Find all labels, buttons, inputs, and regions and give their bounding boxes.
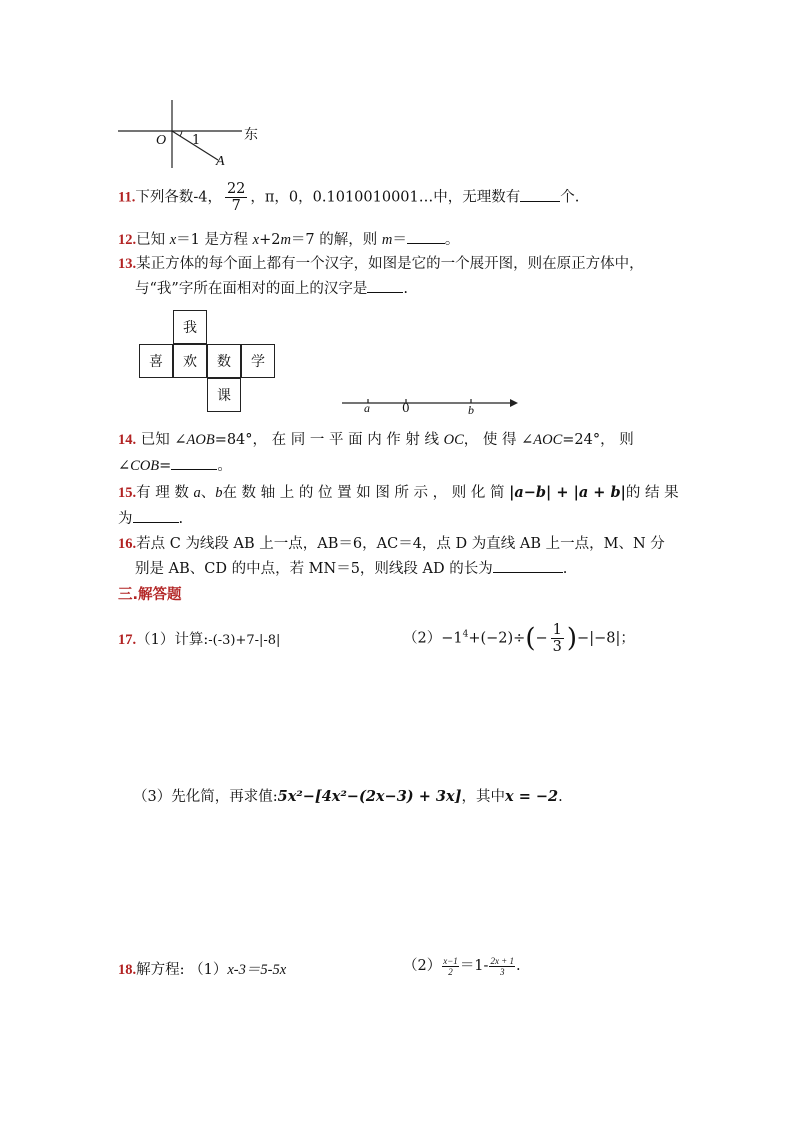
- section-title: 三.解答题: [118, 587, 182, 603]
- q14-text-c: ， 使 得 ∠: [463, 432, 534, 448]
- figure-label-a: A: [216, 154, 225, 169]
- fraction-22-7: [225, 181, 247, 214]
- figure-label-o: O: [156, 133, 167, 148]
- frac-denominator: 3: [499, 966, 505, 977]
- q17-p2-exponent: 4: [462, 629, 469, 640]
- q14-eq: =: [159, 458, 172, 474]
- answer-blank[interactable]: [520, 187, 560, 202]
- q16-line2: 别是 AB、CD 的中点，若 MN＝5，则线段 AD 的长为: [135, 561, 493, 577]
- answer-blank[interactable]: [407, 229, 445, 244]
- q13-end: .: [403, 281, 408, 297]
- q18-p2-label: （2）: [403, 958, 442, 974]
- q17-p1-label: （1）计算:: [136, 632, 209, 648]
- q13-line1: 某正方体的每个面上都有一个汉字，如图是它的一个展开图，则在原正方体中，: [136, 256, 644, 272]
- q14-text-d: =24°， 则: [562, 432, 634, 448]
- q17-p3-text: ，其中: [461, 789, 505, 805]
- ray-oc: OC: [443, 432, 464, 448]
- q11-text-c: 个.: [560, 189, 580, 206]
- q12-text-b: ＝1 是方程: [176, 232, 253, 248]
- q15-wei: 为: [118, 511, 133, 527]
- var-x: x: [252, 232, 260, 248]
- fraction-2x-plus-1-over-3: [489, 956, 515, 977]
- question-number: 17.: [118, 632, 137, 648]
- q18-p1-equation: x-3＝5-5x: [227, 962, 287, 978]
- q18-eq: ＝1-: [459, 958, 489, 974]
- frac-denominator: 7: [231, 198, 241, 214]
- frac-denominator: 2: [448, 966, 453, 977]
- var-m: m: [381, 232, 393, 248]
- q17-p3-condition: x = −2: [505, 788, 559, 805]
- q13-line2: 与“我”字所在面相对的面上的汉字是: [135, 281, 368, 297]
- angle-aob: AOB: [186, 432, 215, 448]
- question-17-part2: $(2)-1^4+(-2)\div(-$ $\frac{1}{3}$ )−|−8|；: [403, 622, 635, 655]
- q14-end: 。: [217, 458, 232, 474]
- q15-text-c: 在 数 轴 上 的 位 置 如 图 所 示 ， 则 化 简: [222, 485, 510, 501]
- fraction-1-3: [551, 622, 564, 655]
- q12-text-f: 。: [444, 232, 460, 248]
- q18-p1-label: （1）: [189, 962, 228, 978]
- frac-numerator: 22: [226, 181, 246, 197]
- question-18-part2: [403, 954, 521, 977]
- cube-face-wo: 我: [173, 310, 207, 344]
- cube-face-shu: 数: [207, 344, 241, 378]
- number-line-b: b: [468, 403, 474, 417]
- answer-blank[interactable]: [133, 508, 179, 523]
- q18-end: .: [516, 958, 521, 974]
- q17-p2-expr-b: +(−2)÷: [468, 630, 526, 647]
- number-line-zero: 0: [402, 401, 410, 415]
- answer-blank[interactable]: [367, 278, 403, 293]
- q17-p3-end: .: [558, 789, 563, 805]
- question-15-line2: [118, 507, 183, 528]
- question-11: [118, 181, 579, 214]
- question-number: 14.: [118, 432, 137, 448]
- question-number: 13.: [118, 256, 137, 272]
- var-a: a: [193, 485, 201, 501]
- cube-face-xue: 学: [241, 344, 275, 378]
- q12-text: 已知: [136, 232, 170, 248]
- q15-end: .: [178, 511, 184, 527]
- q15-text: 有 理 数: [136, 485, 194, 501]
- cube-face-huan: 欢: [173, 344, 207, 378]
- q12-text-d: ＝7 的解，则: [290, 232, 382, 248]
- q15-text-b: 、: [200, 485, 216, 501]
- q11-text-b: ，π，0，0.1010010001…中，无理数有: [250, 189, 521, 206]
- q17-p3-expression: 5x²−[4x²−(2x−3) + 3x]: [277, 788, 462, 805]
- fraction-x-minus-1-over-2: [442, 956, 459, 977]
- q17-p2-expr-a: −1: [441, 630, 463, 647]
- q17-p3-label: （3）先化简，再求值:: [133, 789, 278, 805]
- question-18-part1: [118, 958, 286, 979]
- q14-angle-symbol: ∠: [118, 458, 131, 474]
- q17-p2-paren-close: ): [566, 623, 578, 654]
- q18-label: 解方程:: [136, 962, 190, 978]
- q14-text: 已知 ∠: [136, 432, 187, 448]
- var-b: b: [215, 485, 223, 501]
- q16-end: .: [562, 561, 568, 577]
- question-15: [118, 481, 679, 502]
- var-m: m: [280, 232, 291, 248]
- question-16: [118, 532, 665, 553]
- q14-text-b: =84°， 在 同 一 平 面 内 作 射 线: [214, 432, 444, 448]
- frac-numerator: x−1: [443, 955, 458, 966]
- question-17-part3: [133, 785, 563, 806]
- question-13-line2: [135, 277, 408, 298]
- q15-text-d: 的 结 果: [625, 485, 679, 501]
- q17-p1-expression: -(-3)+7-|-8|: [208, 633, 281, 648]
- angle-aoc: AOC: [533, 432, 563, 448]
- q17-p2-label: （2）: [403, 630, 442, 647]
- answer-blank[interactable]: [171, 455, 217, 470]
- figure-label-east: 东: [244, 127, 258, 143]
- figure-label-1: 1: [192, 133, 201, 148]
- question-17-part1: [118, 628, 280, 649]
- question-14-line2: [118, 454, 232, 475]
- question-number: 16.: [118, 536, 137, 552]
- cube-face-xi: 喜: [139, 344, 173, 378]
- frac-numerator: 1: [552, 622, 562, 638]
- question-13: [118, 252, 644, 273]
- angle-cob: COB: [130, 458, 160, 474]
- q12-text-c: +2: [259, 232, 281, 248]
- question-number: 12.: [118, 232, 137, 248]
- question-14: [118, 428, 634, 449]
- q16-line1: 若点 C 为线段 AB 上一点，AB＝6，AC＝4，点 D 为直线 AB 上一点，M、N 分: [136, 536, 665, 552]
- abs-expression: |a−b| + |a + b|: [509, 484, 626, 501]
- answer-blank[interactable]: [493, 558, 563, 573]
- question-number: 11.: [118, 189, 136, 206]
- question-number: 15.: [118, 485, 137, 501]
- frac-numerator: 2x + 1: [490, 955, 515, 966]
- q12-text-e: ＝: [392, 232, 407, 248]
- question-number: 18.: [118, 962, 137, 978]
- q17-p2-expr-c: −|−8|；: [577, 630, 635, 647]
- q17-p2-paren-frac: (: [525, 623, 536, 654]
- question-16-line2: [135, 557, 567, 578]
- cube-face-ke: 课: [207, 378, 241, 412]
- question-12: [118, 228, 459, 249]
- number-line-a: a: [364, 401, 370, 415]
- q11-text: 下列各数-4，: [135, 189, 222, 206]
- frac-denominator: 3: [552, 639, 562, 655]
- var-x: x: [169, 232, 177, 248]
